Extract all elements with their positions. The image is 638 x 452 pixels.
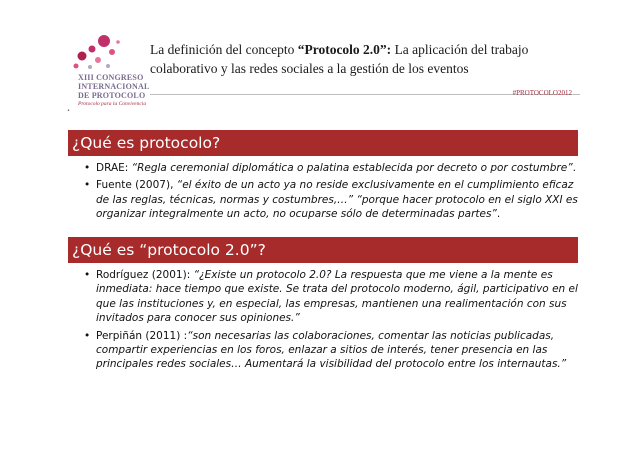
bullet-lead: Rodríguez (2001): xyxy=(96,269,194,281)
bullet-list-protocolo xyxy=(80,161,580,225)
bullet-quote: “Regla ceremonial diplomática o palatina establecida por decreto o por costumbre” xyxy=(131,162,573,174)
title-prefix: La definición del concepto xyxy=(150,42,298,57)
logo-tagline: Protocolo para la Convivencia xyxy=(78,101,147,107)
section-heading-protocolo-2-0: ¿Qué es “protocolo 2.0”? xyxy=(68,237,578,263)
bullet-item xyxy=(80,268,580,326)
title-suffix: La aplicación del trabajo colaborativo y las redes sociales a la gestión de los eventos xyxy=(150,42,529,76)
bullet-tail: . xyxy=(496,208,501,221)
logo-line-3: DE PROTOCOLO xyxy=(78,91,146,100)
bullet-lead: Perpiñán (2011) : xyxy=(96,329,188,342)
bullet-quote: “¿Existe un protocolo 2.0? La respuesta que me viene a la mente es inmediata: hace tiempo que existe. Se trata del protocolo moderno, ágil, participativo en el que las instituciones y, en especial, las empresas, mantienen una realimentación con sus invitados para conocer sus opiniones.” xyxy=(96,269,578,325)
bullet-tail: . xyxy=(572,162,576,174)
title-bold: “Protocolo 2.0”: xyxy=(297,42,392,57)
slide-title xyxy=(150,40,580,78)
bullet-item xyxy=(80,329,580,372)
bullet-dot-icon: • xyxy=(84,269,91,281)
hashtag: #PROTOCOLO2012 xyxy=(512,89,572,97)
logo-line-1: XIII CONGRESO xyxy=(78,73,144,82)
bullet-dot-icon: • xyxy=(84,179,91,192)
bullet-quote: “el éxito de un acto ya no reside exclusivamente en el cumplimiento eficaz de las reglas, técnicas, normas y costumbres,…” “porque hacer protocolo en el siglo XXI es organizar integralmente un acto, no ocuparse sólo de determinadas partes” xyxy=(96,179,578,221)
tiny-bullet: • xyxy=(67,108,70,114)
bullet-item xyxy=(80,161,580,175)
bullet-list-protocolo-2-0 xyxy=(80,268,580,375)
bullet-quote: “son necesarias las colaboraciones, comentar las noticias publicadas, compartir experiencias en los foros, enlazar a sitios de interés, tener presencia en las principales redes sociales… Aumentará la visibilidad del protocolo entre los internautas.” xyxy=(96,329,567,371)
logo-dots-icon xyxy=(68,34,128,74)
bullet-lead: Fuente (2007), xyxy=(96,179,177,192)
bullet-dot-icon: • xyxy=(84,162,91,174)
logo-text xyxy=(78,73,150,109)
congress-logo xyxy=(60,34,150,107)
section-heading-protocolo: ¿Qué es protocolo? xyxy=(68,130,578,156)
bullet-dot-icon: • xyxy=(84,329,91,342)
bullet-lead: DRAE: xyxy=(96,162,132,174)
logo-line-2: INTERNACIONAL xyxy=(78,82,150,91)
bullet-item xyxy=(80,178,580,221)
